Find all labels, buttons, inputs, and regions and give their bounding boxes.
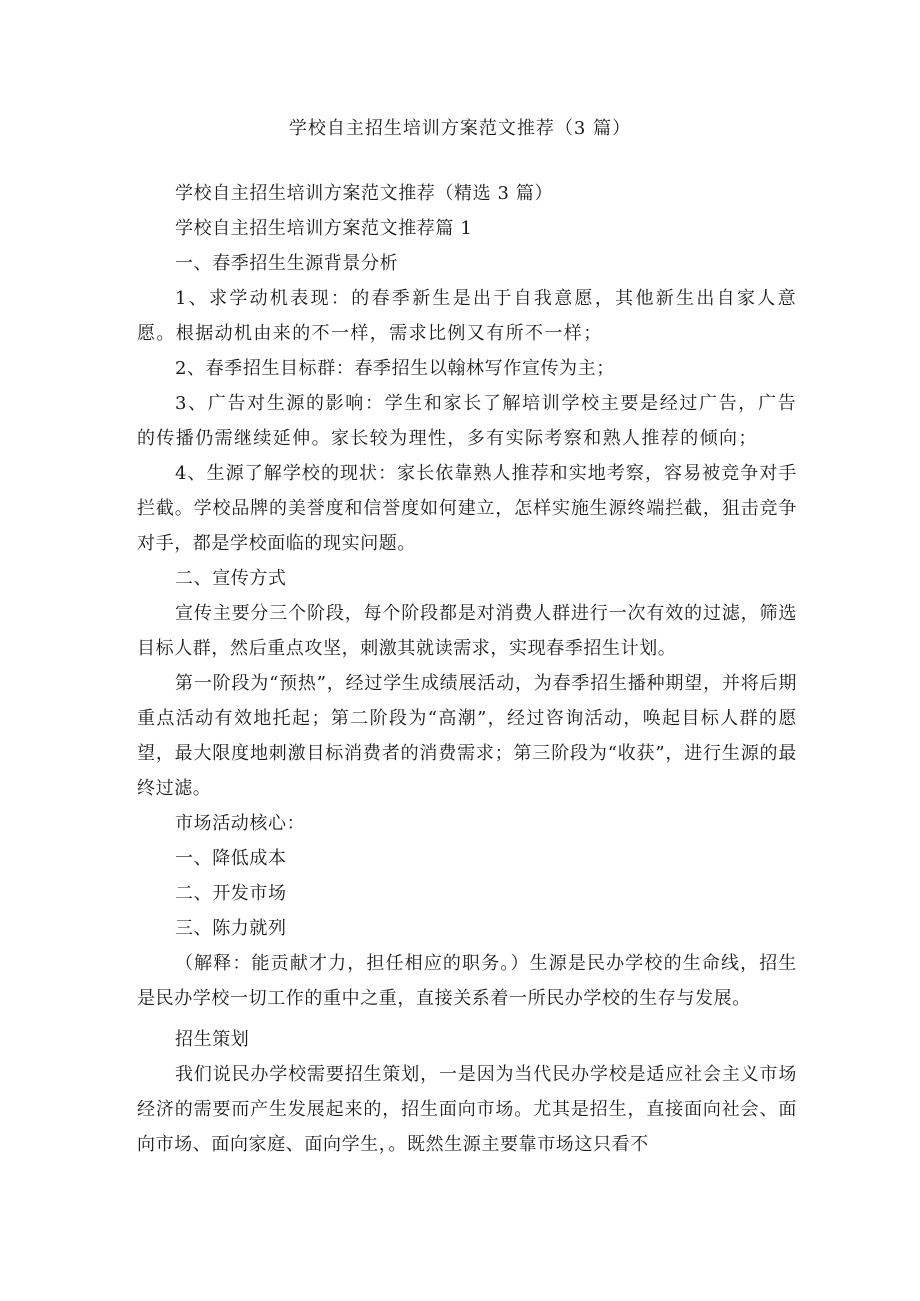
paragraph-subtitle: 学校自主招生培训方案范文推荐（精选 3 篇） xyxy=(175,183,554,204)
paragraph-heading-2: 二、宣传方式 xyxy=(175,568,287,589)
paragraph-item-1: 1、求学动机表现：的春季新生是出于自我意愿，其他新生出自家人意愿。根据动机由来的不一样，需求比例又有所不一样； xyxy=(137,288,797,344)
paragraph-enrollment: 我们说民办学校需要招生策划，一是因为当代民办学校是适应社会主义市场经济的需要而产生发展起来的，招生面向市场。尤其是招生，直接面向社会、面向市场、面向家庭、面向学生，。既然生源主要靠市场这只看不 xyxy=(137,1064,797,1155)
paragraph-stages: 第一阶段为“预热”，经过学生成绩展活动，为春季招生播种期望，并将后期重点活动有效地托起；第二阶段为“高潮”，经过咨询活动，唤起目标人群的愿望，最大限度地刺激目标消费者的消费需求；第三阶段为“收获”，进行生源的最终过滤。 xyxy=(137,673,797,799)
paragraph-core-heading: 市场活动核心： xyxy=(175,813,306,834)
paragraph-core-3: 三、陈力就列 xyxy=(175,918,287,939)
paragraph-item-3: 3、广告对生源的影响：学生和家长了解培训学校主要是经过广告，广告的传播仍需继续延伸。家长较为理性，多有实际考察和熟人推荐的倾向； xyxy=(137,393,797,449)
paragraph-promotion: 宣传主要分三个阶段，每个阶段都是对消费人群进行一次有效的过滤，筛选目标人群，然后重点攻坚，刺激其就读需求，实现春季招生计划。 xyxy=(137,603,797,659)
paragraph-core-2: 二、开发市场 xyxy=(175,883,287,904)
paragraph-item-2: 2、春季招生目标群：春季招生以翰林写作宣传为主； xyxy=(175,358,615,379)
paragraph-heading-1: 一、春季招生生源背景分析 xyxy=(175,253,399,274)
paragraph-core-1: 一、降低成本 xyxy=(175,848,287,869)
document-title: 学校自主招生培训方案范文推荐（3 篇） xyxy=(288,118,632,139)
paragraph-enrollment-heading: 招生策划 xyxy=(175,1029,250,1050)
paragraph-item-4: 4、生源了解学校的现状：家长依靠熟人推荐和实地考察，容易被竞争对手拦截。学校品牌的美誉度和信誉度如何建立，怎样实施生源终端拦截，狙击竞争对手，都是学校面临的现实问题。 xyxy=(137,463,797,554)
paragraph-section-heading: 学校自主招生培训方案范文推荐篇 1 xyxy=(175,218,473,239)
document-body xyxy=(137,176,797,1162)
paragraph-explanation: （解释：能贡献才力，担任相应的职务。）生源是民办学校的生命线，招生是民办学校一切工作的重中之重，直接关系着一所民办学校的生存与发展。 xyxy=(137,953,797,1009)
